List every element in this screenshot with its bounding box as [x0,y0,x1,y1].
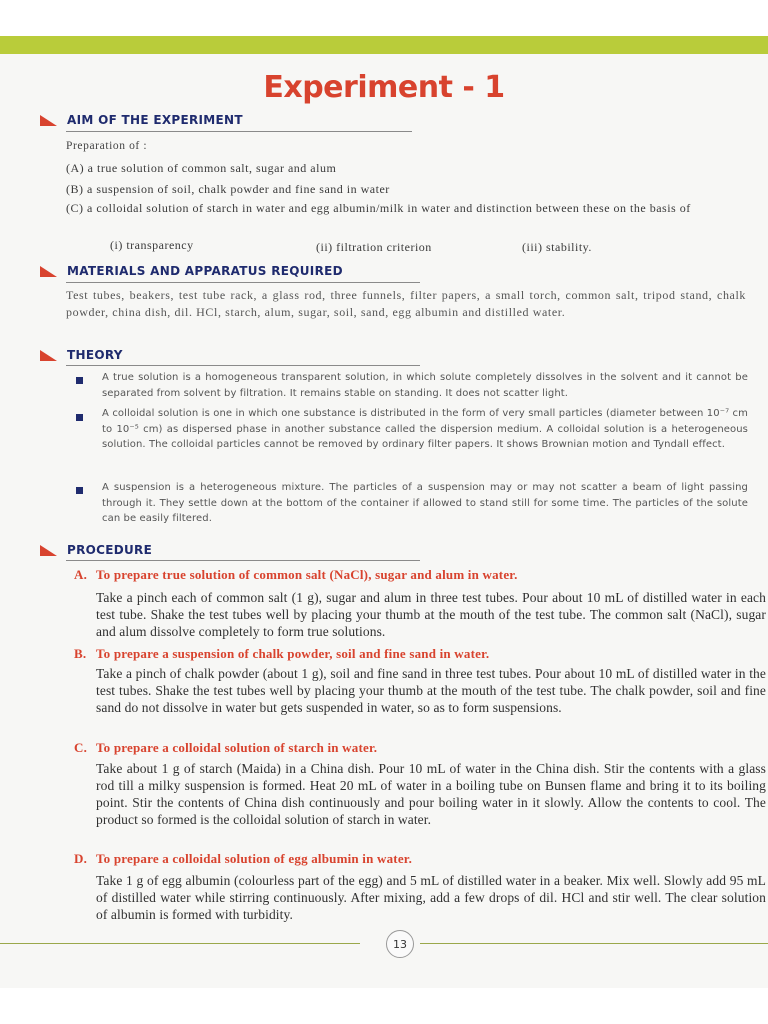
divider [66,282,420,283]
divider [66,365,420,366]
divider [66,131,412,132]
triangle-icon [40,350,57,361]
theory-heading: THEORY [67,348,123,362]
procedure-heading: PROCEDURE [67,543,153,557]
footer-line-right [420,943,768,944]
step-letter: B. [74,646,87,661]
step-letter: A. [74,567,88,582]
theory-point-3: A suspension is a heterogeneous mixture. The particles of a suspension may or may not scatter a beam of light passing through it. They settle down at the bottom of the container if allowed to stand still for some time. The particles of the solute can be easily filtered. [102,482,748,524]
footer-line-left [0,943,360,944]
step-c-title [74,740,377,756]
theory-point-1: A true solution is a homogeneous transparent solution, in which solute completely dissolves in the solvent and it cannot be separated from solvent by filtration. It remains stable on standing. It does not scatter light. [102,372,748,399]
step-letter: C. [74,740,88,755]
step-c-text: Take about 1 g of starch (Maida) in a China dish. Pour 10 mL of water in the China dish. Stir the contents with a glass rod till a milky suspension is formed. Heat 20 mL of water in a boiling tube on Bunsen flame and bring it to its boiling point. Stir the contents of China dish continuously and pour boiling water in it slowly. Allow the contents to cool. The product so formed is the colloidal solution of starch in water. [96,761,766,827]
top-band [0,0,768,36]
step-letter: D. [74,851,88,866]
bullet-icon [76,487,83,494]
step-a-text: Take a pinch each of common salt (1 g), sugar and alum in three test tubes. Pour about 10 mL of distilled water in each test tube. Shake the test tubes well by placing your thumb at the mouth of the test tube. The common salt (NaCl), sugar and alum dissolve completely to form true solutions. [96,590,766,639]
aim-item-b: (B) a suspension of soil, chalk powder and fine sand in water [66,182,390,196]
aim-intro: Preparation of : [66,140,148,152]
step-d-title [74,851,412,867]
step-title-text: To prepare a colloidal solution of egg albumin in water. [96,851,413,866]
criterion-1: (i) transparency [110,238,194,252]
step-b-title [74,646,489,662]
triangle-icon [40,266,57,277]
section-theory [40,348,123,362]
step-a-title [74,567,518,583]
step-b-text: Take a pinch of chalk powder (about 1 g), soil and fine sand in three test tubes. Pour about 10 mL of distilled water in the test tubes. Shake the test tubes well by placing your thumb at the mouth of the test tube. The chalk powder, soil and fine sand do not dissolve in water but gets suspended in water, so as to form suspensions. [96,666,766,715]
section-procedure [40,543,152,557]
step-title-text: To prepare a colloidal solution of starch in water. [96,740,378,755]
theory-point-2: A colloidal solution is one in which one substance is distributed in the form of very small particles (diameter between 10⁻⁷ cm to 10⁻⁵ cm) as dispersed phase in another substance called the dispersion medium. A colloidal solution is a heterogeneous solution. The colloidal particles cannot be removed by ordinary filter papers. It shows Brownian motion and Tyndall effect. [102,408,748,450]
divider [66,560,420,561]
step-title-text: To prepare a suspension of chalk powder, soil and fine sand in water. [96,646,490,661]
bullet-icon [76,414,83,421]
materials-text: Test tubes, beakers, test tube rack, a glass rod, three funnels, filter papers, a small torch, common salt, tripod stand, chalk powder, china dish, dil. HCl, starch, alum, sugar, soil, sand, egg albumin and distilled water. [66,288,746,319]
section-aim [40,113,243,127]
aim-item-c: (C) a colloidal solution of starch in water and egg albumin/milk in water and distinction between these on the basis of [66,201,691,215]
triangle-icon [40,545,57,556]
page-number: 13 [386,930,414,958]
criterion-2: (ii) filtration criterion [316,240,432,254]
bottom-band [0,988,768,1024]
bullet-icon [76,377,83,384]
criterion-3: (iii) stability. [522,240,592,254]
step-d-text: Take 1 g of egg albumin (colourless part of the egg) and 5 mL of distilled water in a beaker. Mix well. Slowly add 95 mL of distilled water while stirring continuously. After mixing, add a few drops of dil. HCl and stir well. The clear solution of albumin is formed with turbidity. [96,873,766,922]
header-bar [0,36,768,54]
aim-item-a: (A) a true solution of common salt, sugar and alum [66,161,337,175]
section-materials [40,264,343,278]
step-title-text: To prepare true solution of common salt (NaCl), sugar and alum in water. [96,567,518,582]
aim-heading: AIM OF THE EXPERIMENT [67,113,243,127]
materials-heading: MATERIALS AND APPARATUS REQUIRED [67,264,343,278]
page-title: Experiment - 1 [263,70,505,105]
triangle-icon [40,115,57,126]
